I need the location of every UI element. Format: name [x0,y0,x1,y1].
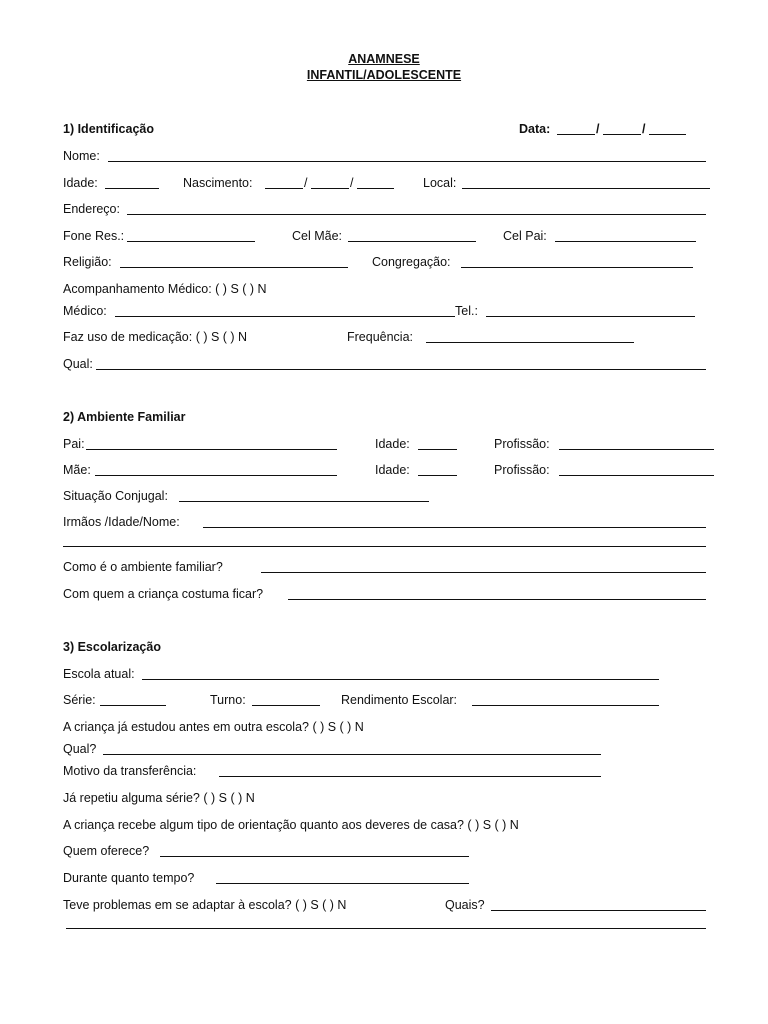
acompanhamento-row [63,281,706,297]
idade-label: Idade: [63,176,98,190]
motivo-field[interactable] [219,776,601,777]
cel-pai-field[interactable] [555,241,696,242]
section-1-header-row [63,121,706,137]
serie-field[interactable] [100,705,166,706]
section-1-heading: 1) Identificação [63,122,154,136]
cel-mae-label: Cel Mãe: [292,229,343,243]
medico-label: Médico: [63,304,107,318]
escola-atual-field[interactable] [142,679,659,680]
date-separator-1: / [596,122,600,136]
medico-row [63,303,706,319]
date-label: Data: [519,122,551,136]
mae-label: Mãe: [63,463,91,477]
quem-oferece-row [63,843,706,859]
turno-label: Turno: [210,693,246,707]
pai-idade-label: Idade: [375,437,410,451]
nascimento-separator-2: / [350,176,354,190]
turno-field[interactable] [252,705,320,706]
religiao-label: Religião: [63,255,112,269]
qual-medicacao-label: Qual: [63,357,93,371]
cel-pai-label: Cel Pai: [503,229,547,243]
date-day-field[interactable] [557,134,595,135]
tel-label: Tel.: [455,304,478,318]
orientacao-label[interactable]: A criança recebe algum tipo de orientação quanto aos deveres de casa? ( ) S ( ) N [63,818,519,832]
orientacao-row [63,817,706,833]
repetiu-row [63,790,706,806]
ambiente-familiar-label: Como é o ambiente familiar? [63,560,223,574]
congregacao-field[interactable] [461,267,693,268]
ambiente-familiar-field[interactable] [261,572,706,573]
quem-oferece-field[interactable] [160,856,469,857]
estudou-antes-label[interactable]: A criança já estudou antes em outra escola? ( ) S ( ) N [63,720,364,734]
fone-res-field[interactable] [127,241,255,242]
qual-medicacao-row [63,356,706,372]
irmaos-label: Irmãos /Idade/Nome: [63,515,180,529]
rendimento-field[interactable] [472,705,659,706]
section-2-header-row [63,409,706,425]
medicacao-row [63,329,706,345]
medicacao-label[interactable]: Faz uso de medicação: ( ) S ( ) N [63,330,248,344]
endereco-field[interactable] [127,214,706,215]
nascimento-year-field[interactable] [357,188,394,189]
frequencia-field[interactable] [426,342,634,343]
nome-field[interactable] [108,161,706,162]
quem-oferece-label: Quem oferece? [63,844,150,858]
estudou-antes-row [63,719,706,735]
idade-nascimento-local-row [63,175,706,191]
medico-field[interactable] [115,316,455,317]
situacao-conjugal-label: Situação Conjugal: [63,489,168,503]
endereco-row [63,201,706,217]
mae-profissao-field[interactable] [559,475,714,476]
section-3-heading: 3) Escolarização [63,640,161,654]
pai-field[interactable] [86,449,337,450]
section-2-heading: 2) Ambiente Familiar [63,410,186,424]
pai-row [63,436,706,452]
situacao-conjugal-row [63,488,706,504]
pai-profissao-field[interactable] [559,449,714,450]
quanto-tempo-field[interactable] [216,883,469,884]
religiao-field[interactable] [120,267,348,268]
form-subtitle: INFANTIL/ADOLESCENTE [306,68,462,82]
nome-row [63,148,706,164]
quais-field[interactable] [491,910,706,911]
rendimento-label: Rendimento Escolar: [341,693,458,707]
mae-field[interactable] [95,475,337,476]
nascimento-separator-1: / [304,176,308,190]
com-quem-label: Com quem a criança costuma ficar? [63,587,264,601]
date-month-field[interactable] [603,134,641,135]
quanto-tempo-row [63,870,706,886]
serie-label: Série: [63,693,96,707]
irmaos-extra-line[interactable] [63,546,706,547]
local-label: Local: [423,176,457,190]
acompanhamento-label[interactable]: Acompanhamento Médico: ( ) S ( ) N [63,282,267,296]
frequencia-label: Frequência: [347,330,414,344]
local-field[interactable] [462,188,710,189]
escola-atual-row [63,666,706,682]
qual-escola-row [63,741,706,757]
mae-profissao-label: Profissão: [494,463,550,477]
cel-mae-field[interactable] [348,241,476,242]
quais-label: Quais? [445,898,485,912]
nome-label: Nome: [63,149,100,163]
qual-escola-field[interactable] [103,754,601,755]
date-year-field[interactable] [649,134,686,135]
serie-turno-row [63,692,706,708]
situacao-conjugal-field[interactable] [179,501,429,502]
adaptar-row [63,897,706,913]
mae-row [63,462,706,478]
motivo-row [63,763,706,779]
pai-label: Pai: [63,437,85,451]
nascimento-month-field[interactable] [311,188,349,189]
pai-idade-field[interactable] [418,449,457,450]
pai-profissao-label: Profissão: [494,437,550,451]
nascimento-label: Nascimento: [183,176,253,190]
mae-idade-label: Idade: [375,463,410,477]
religiao-row [63,254,706,270]
date-separator-2: / [642,122,646,136]
idade-field[interactable] [105,188,159,189]
form-title: ANAMNESE [348,52,420,66]
tel-field[interactable] [486,316,695,317]
congregacao-label: Congregação: [372,255,451,269]
motivo-label: Motivo da transferência: [63,764,197,778]
nascimento-day-field[interactable] [265,188,303,189]
mae-idade-field[interactable] [418,475,457,476]
com-quem-field[interactable] [288,599,706,600]
adaptar-label[interactable]: Teve problemas em se adaptar à escola? ( ) S ( ) N [63,898,347,912]
section-3-header-row [63,639,706,655]
com-quem-row [63,586,706,602]
endereco-label: Endereço: [63,202,120,216]
quais-extra-line[interactable] [66,928,706,929]
irmaos-field[interactable] [203,527,706,528]
qual-escola-label: Qual? [63,742,97,756]
fone-res-label: Fone Res.: [63,229,125,243]
ambiente-familiar-row [63,559,706,575]
repetiu-label[interactable]: Já repetiu alguma série? ( ) S ( ) N [63,791,255,805]
escola-atual-label: Escola atual: [63,667,135,681]
qual-medicacao-field[interactable] [96,369,706,370]
telefones-row [63,228,706,244]
quanto-tempo-label: Durante quanto tempo? [63,871,195,885]
irmaos-row [63,514,706,530]
